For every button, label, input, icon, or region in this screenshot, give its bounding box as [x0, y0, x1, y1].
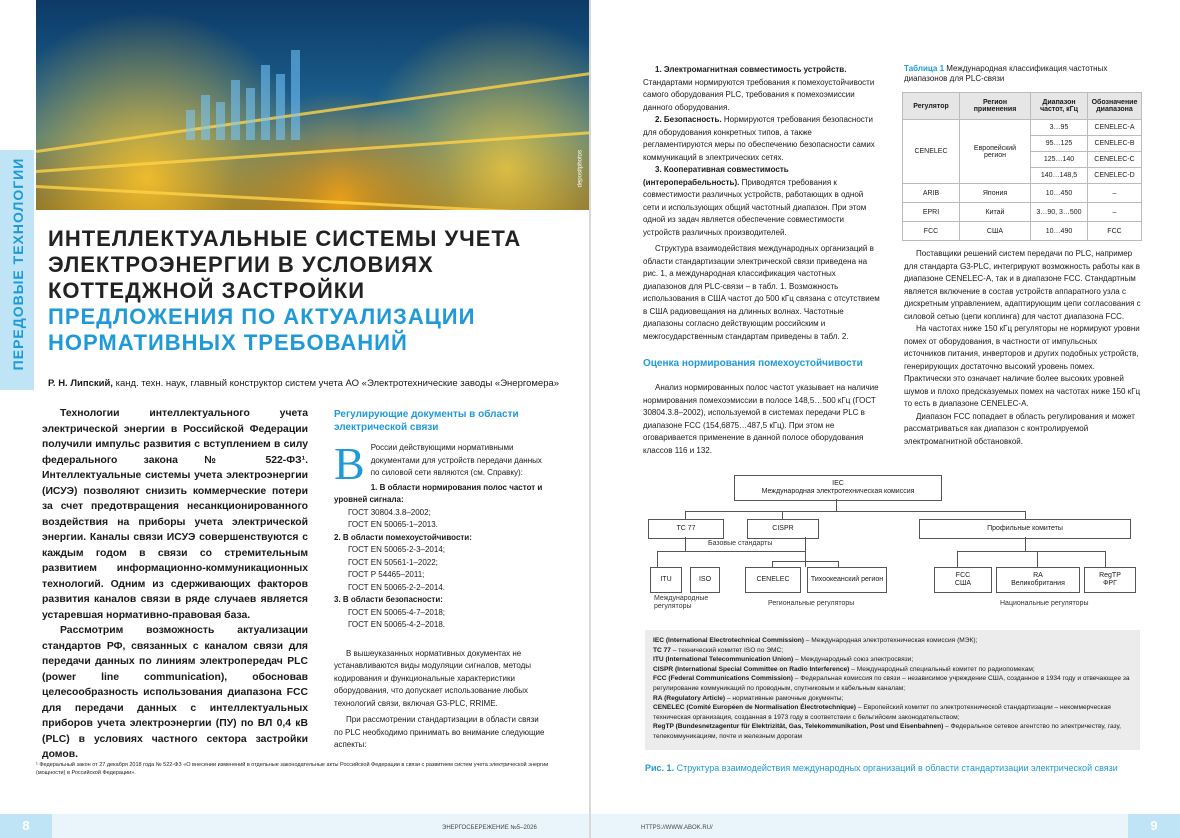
table-cell: CENELEC-A [1088, 120, 1142, 136]
table-row [903, 184, 1142, 203]
article-title [48, 226, 578, 356]
label-national: Национальные регуляторы [1000, 600, 1089, 607]
table-caption-text: Международная классификация частотных диапазонов для PLC-связи [904, 64, 1108, 83]
list-title: 1. В области нормирования полос частот и уровней сигнала: [334, 482, 543, 504]
list-item: ГОСТ Р 54465–2011; [348, 570, 425, 579]
lead-column [42, 406, 308, 763]
node-pacific: Тихоокеанский регион [807, 567, 887, 593]
table-cell: CENELEC-C [1088, 152, 1142, 168]
table-header-row [903, 93, 1142, 120]
node-iso: ISO [690, 567, 720, 593]
aspect-text: Нормируются требования безопасности для оборудования конкретных типов, а также регламентируются меры по обеспечению безопасности самих коммуникаций в электрических сетях. [643, 115, 875, 162]
intro-text: России действующими нормативными документами для устройств передачи данных по силовой сети являются (см. Справку): [370, 443, 542, 477]
list-item: ГОСТ EN 50065-4-7–2018; [348, 607, 446, 617]
aspect-title: 1. Электромагнитная совместимость устройств. [655, 65, 847, 74]
section-tag: ПЕРЕДОВЫЕ ТЕХНОЛОГИИ [0, 150, 34, 390]
table-cell: 95…125 [1031, 136, 1088, 152]
node-tc77: TC 77 [648, 519, 724, 539]
list-title: 2. В области помехоустойчивости: [334, 532, 472, 542]
table-cell: – [1088, 203, 1142, 222]
title-line: КОТТЕДЖНОЙ ЗАСТРОЙКИ [48, 278, 366, 303]
legend-item: IEC (International Electrotechnical Commission) – Международная электротехническая комиссия (МЭК); [653, 637, 978, 644]
node-regtp: RegTP ФРГ [1084, 567, 1136, 593]
title-line: ЭЛЕКТРОЭНЕРГИИ В УСЛОВИЯХ [48, 252, 434, 277]
list-item: ГОСТ EN 50065-1–2013. [348, 520, 438, 529]
table-cell: FCC [1088, 222, 1142, 241]
site-url: HTTPS://WWW.ABOK.RU/ [641, 825, 713, 831]
legend-item: CISPR (International Special Committee on Radio Interference) – Международный специальный комитет по радиопомехам; [653, 665, 1035, 673]
table-cell: 3…95 [1031, 120, 1088, 136]
table-row [903, 222, 1142, 241]
table-cell: FCC [903, 222, 960, 241]
figure-caption-text: Структура взаимодействия международных организаций в области стандартизации электрической связи [676, 763, 1118, 773]
list-item: ГОСТ EN 50065-4-2–2018. [348, 620, 446, 629]
table-caption [904, 64, 1140, 84]
body-paragraph: В вышеуказанных нормативных документах не устанавливаются виды модуляции сигналов, методы кодирования и функциональные характеристики оборудования, что допускает использование любых технологий связи, включая G3-PLC, RRIME. [334, 648, 532, 708]
label-intl: Международные регуляторы [654, 595, 709, 610]
label-base: Базовые стандарты [708, 540, 773, 547]
table-caption-label: Таблица 1 [904, 64, 945, 73]
hero-image [36, 0, 589, 210]
legend-item: RA (Regulatory Article) – нормативные рамочные документы; [653, 694, 844, 702]
diagram-legend [645, 630, 1140, 750]
subtitle-line: НОРМАТИВНЫХ ТРЕБОВАНИЙ [48, 330, 408, 355]
table-cell: EPRI [903, 203, 960, 222]
table-cell: CENELEC-B [1088, 136, 1142, 152]
table-cell: Европейский регион [960, 120, 1031, 184]
table-cell: Китай [960, 203, 1031, 222]
node-fcc: FCC США [934, 567, 992, 593]
aspect-title: 3. Кооперативная совместимость (интероперабельность). [643, 165, 789, 187]
list-title: 3. В области безопасности: [334, 595, 443, 604]
running-footer: ЭНЕРГОСБЕРЕЖЕНИЕ №5–2026 [442, 825, 537, 831]
legend-item: ITU (International Telecommunication Union) – Международный союз электросвязи; [653, 656, 914, 664]
node-iec: IEC Международная электротехническая комиссия [734, 475, 942, 501]
figure-caption-label: Рис. 1. [645, 763, 675, 773]
author-name: Р. Н. Липский, [48, 378, 113, 389]
table-cell: США [960, 222, 1031, 241]
body-paragraph: Анализ нормированных полос частот указывает на наличие нормирования помехоэмиссии в полосе 148,5…500 кГц (ГОСТ 30804.3.8–2002), используемой в системах передачи PLC в диапазоне FCC (154,6875…487,5 кГц). При этом не оговаривается применение в данной полосе оборудования классов 116 и 132. [643, 383, 879, 455]
list-item: ГОСТ EN 50065-2-3–2014; [348, 545, 446, 554]
node-cenelec: CENELEC [745, 567, 801, 593]
table-header: Обозначение диапазона [1088, 93, 1142, 120]
author-desc: канд. техн. наук, главный конструктор систем учета АО «Электротехнические заводы «Энергомера» [115, 378, 560, 389]
table-row [903, 203, 1142, 222]
table-row [903, 120, 1142, 136]
body-paragraph: Диапазон FCC попадает в область регулирования и может рассматриваться как диапазон с контролируемой электромагнитной обстановкой. [904, 411, 1135, 446]
table-cell: 10…450 [1031, 184, 1088, 203]
legend-item: RegTP (Bundesnetzagentur für Elektrizität, Gas, Telekommunikation, Post und Eisenbahnen) – Федеральное сетевое агентство по электричеству, газу, телекоммуникациям, почте и железным дорогам [653, 723, 1121, 740]
node-itu: ITU [650, 567, 682, 593]
body-paragraph: На частотах ниже 150 кГц регуляторы не нормируют уровни помех от оборудования, в частности от импульсных источников питания, инверторов и других подобных устройств, генерирующих достаточно высокий уровень помех. Практически это означает наличие более высоких уровней шумов и плохо предсказуемых помех на частотах ниже 150 кГц то есть в диапазоне CENELEC-A. [904, 324, 1141, 408]
list-item: ГОСТ EN 50561-1–2022; [348, 557, 438, 567]
aspect-title: 2. Безопасность. [655, 115, 722, 124]
table-header: Регулятор [903, 93, 960, 120]
node-profile: Профильные комитеты [919, 519, 1131, 539]
right-column [904, 248, 1141, 448]
lead-paragraph: Рассмотрим возможность актуализации стандартов РФ, связанных с каналом связи для передачи данных по линиям электропередач PLC (power line communication), обосновав целесообразность использования диапазона FCC для передачи данных с интеллектуальных приборов учета электроэнергии (ПУ) по ВЛ 0,4 кВ (PLC) в условиях частного сектора застройки домов. [42, 625, 308, 760]
page-number: 9 [1128, 814, 1180, 838]
body-paragraph: Поставщики решений систем передачи по PLC, например для стандарта G3-PLC, интегрируют возможность работы как в диапазоне CENELEC-A, так и в диапазоне FCC. Стандартным является включение в состав устройств аппаратного узла с дискретным управлением, адаптирующим цепи согласования с силовой сетью (цепи коплинга) для частот диапазона FCC. [904, 249, 1141, 321]
subtitle-line: ПРЕДЛОЖЕНИЯ ПО АКТУАЛИЗАЦИИ [48, 304, 476, 329]
table-header: Регион применения [960, 93, 1031, 120]
lead-paragraph: Технологии интеллектуального учета электрической энергии в Российской Федерации получили импульс развития с вступлением в силу федерального закона № 522-ФЗ¹. Интеллектуальные системы учета электроэнергии (ИСУЭ) позволяют снизить коммерческие потери за счет предотвращения несанкционированного воздействия на приборы учета электрической энергии. Каналы связи ИСУЭ совершенствуются с каждым годом в связи со стремительным развитием информационно-коммуникационных технологий. Одним из сдерживающих факторов развития каналов связи в ряде случаев является устаревшая нормативно-правовая база. [42, 408, 308, 621]
section-heading: Регулирующие документы в области электрической связи [334, 409, 519, 433]
aspect-text: Стандартами нормируются требования к помехоустойчивости самого оборудования PLC, требования к помехоэмиссии данного оборудования. [643, 77, 875, 112]
aspects-column [643, 64, 881, 457]
left-page [0, 0, 589, 838]
aspect-text: Приводятся требования к совместимости различных устройств, работающих в одной сети и использующих общий частотный диапазон. При этом одной из задач является обеспечение совместимости устройств различных производителей. [643, 177, 867, 237]
legend-item: TC 77 – технический комитет ISO по ЭМС; [653, 646, 784, 654]
body-paragraph: Структура взаимодействия международных организаций в области стандартизации электрической связи приведена на рис. 1, а международная классификация частотных диапазонов для PLC-связи – в табл. 1. Возможность использования в США частот до 500 кГц связана с отсутствием в США радиовещания на длинных волнах. Частотные диапазоны согласно действующим российским и межгосударственным стандартам приведены в табл. 2. [643, 244, 880, 341]
node-ra: RA Великобритания [996, 567, 1080, 593]
list-item: ГОСТ 30804.3.8–2002; [348, 507, 431, 517]
label-regional: Региональные регуляторы [768, 600, 855, 607]
legend-item: CENELEC (Comité Européen de Normalisation Électrotechnique) – Европейский комитет по электротехнической стандартизации – некоммерческая техническая организация, созданная в 1973 году в соответствии с бельгийским законодательством; [653, 704, 1111, 721]
table-cell: ARIB [903, 184, 960, 203]
table-cell: – [1088, 184, 1142, 203]
title-line: ИНТЕЛЛЕКТУАЛЬНЫЕ СИСТЕМЫ УЧЕТА [48, 226, 522, 251]
frequency-table [902, 92, 1142, 241]
table-header: Диапазон частот, кГц [1031, 93, 1088, 120]
table-cell: CENELEC [903, 120, 960, 184]
table-cell: CENELEC-D [1088, 168, 1142, 184]
table-cell: 3…90, 3…500 [1031, 203, 1088, 222]
table-cell: 125…140 [1031, 152, 1088, 168]
list-item: ГОСТ EN 50065-2-2–2014. [348, 582, 446, 592]
figure-caption [645, 763, 1145, 773]
section-heading: Оценка нормирования помехоустойчивости [643, 358, 863, 369]
node-cispr: CISPR [747, 519, 819, 539]
table-cell: Япония [960, 184, 1031, 203]
author-line [48, 378, 578, 389]
page-number: 8 [0, 814, 52, 838]
hero-credit: depositphotos [577, 150, 583, 188]
legend-item: FCC (Federal Communications Commission) – Федеральная комиссия по связи – независимое учреждение США, созданное в 1934 году и отвечающее за регулирование коммуникаций по проводным, спутниковым и кабельным каналам; [653, 675, 1130, 692]
table-cell: 140…148,5 [1031, 168, 1088, 184]
dropcap: В [334, 438, 365, 489]
documents-column [334, 408, 546, 752]
footnote: ¹ Федеральный закон от 27 декабря 2018 года № 522-ФЗ «О внесении изменений в отдельные законодательные акты Российской Федерации в связи с развитием систем учета электрической энергии (мощности) в Российской Федерации». [36, 762, 549, 776]
table-cell: 10…490 [1031, 222, 1088, 241]
body-paragraph: При рассмотрении стандартизации в области связи по PLC необходимо принимать во внимание следующие аспекты: [334, 715, 545, 749]
